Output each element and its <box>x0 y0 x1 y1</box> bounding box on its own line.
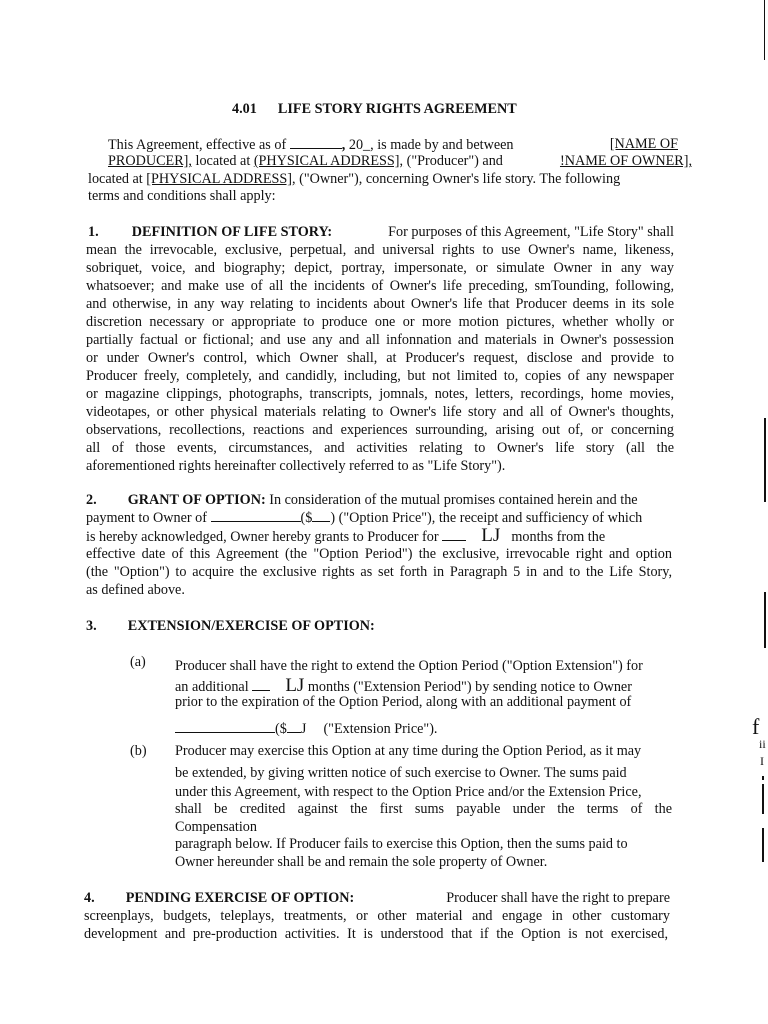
section-1-line: or magazine clippings, photographs, transcripts, jomnals, notes, letters, recordings, home movies, <box>86 386 674 402</box>
months-blank <box>442 528 466 541</box>
subsection-b-line: Producer may exercise this Option at any time during the Option Period, as it may <box>175 743 642 759</box>
section-2-first-line <box>86 492 674 509</box>
subsection-b-line: under this Agreement, with respect to the Option Price and/or the Extension Price, <box>175 784 642 800</box>
option-price-blank <box>211 509 301 522</box>
section-heading: DEFINITION OF LIFE STORY: <box>131 224 333 240</box>
section-text: an additional <box>175 679 249 695</box>
intro-line-4: terms and conditions shall apply: <box>88 188 276 204</box>
section-number: 1. <box>88 224 99 240</box>
subsection-a-line: Producer shall have the right to extend the Option Period ("Option Extension") for <box>175 658 643 674</box>
section-1-line: Producer freely, completely, and candidly, including, but not limited to, copies of any newspaper <box>86 368 674 384</box>
intro-text: ("Producer") and <box>406 153 503 169</box>
margin-line <box>764 418 766 502</box>
section-text: J <box>300 721 307 737</box>
section-number: 4. <box>84 890 95 906</box>
subsection-a-line: prior to the expiration of the Option Period, along with an additional payment of <box>175 694 632 710</box>
section-1-line: aforementioned rights hereinafter collectively referred to as "Life Story"). <box>86 458 506 474</box>
intro-line-2 <box>108 153 692 170</box>
producer-address-placeholder: (PHYSICAL ADDRESS], <box>253 153 404 169</box>
subsection-b-label: (b) <box>130 743 147 759</box>
section-1-line: observations, recollections, reactions and experiences surrounding, arising out of, or concerning <box>86 422 674 438</box>
producer-name-placeholder: PRODUCER], <box>108 153 192 169</box>
intro-text: located at <box>195 153 251 169</box>
section-1-line: and otherwise, in any way relating to incidents about Owner's life that Producer deems in its sole <box>86 296 674 312</box>
margin-line <box>762 784 764 814</box>
margin-fragment: f <box>752 714 760 739</box>
section-1-first-line <box>88 224 674 241</box>
intro-line-3 <box>88 171 620 188</box>
title-number: 4.01 <box>232 101 257 117</box>
section-2-line: as defined above. <box>86 582 185 598</box>
margin-line <box>762 828 764 862</box>
document-title <box>232 101 517 118</box>
section-1-line: videotapes, or other physical materials relating to Owner's life story and all of Owner's thoughts, <box>86 404 674 420</box>
producer-name-placeholder: [NAME OF <box>609 136 678 152</box>
section-number: 2. <box>86 492 97 508</box>
section-1-line: mean the irrevocable, exclusive, perpetual, and universal rights to use Owner's name, likeness, <box>86 242 674 258</box>
intro-text: located at <box>88 171 143 187</box>
section-4-first-line <box>84 890 670 907</box>
intro-text: 20_, is made by and between <box>348 137 514 153</box>
section-text: ) ("Option Price"), the receipt and sufficiency of which <box>330 510 643 526</box>
section-1-line: whatsoever; and make use of all the incidents of Owner's life preceding, smTounding, following, <box>86 278 674 294</box>
margin-line <box>764 592 766 648</box>
section-1-line: all of those events, circumstances, and activities relating to Owner's life story (all the <box>86 440 674 456</box>
title-text: LIFE STORY RIGHTS AGREEMENT <box>277 101 517 117</box>
margin-line <box>762 776 764 780</box>
owner-name-placeholder: !NAME OF OWNER], <box>559 153 692 169</box>
subsection-b-line: Compensation <box>175 819 257 835</box>
section-1-line: sobriquet, voice, and biography; depict, portray, impersonate, or simulate Owner in any way <box>86 260 674 276</box>
section-4-line: development and pre-production activities. It is understood that if the Option is not exercised, <box>84 926 668 942</box>
section-text: ($ <box>300 510 313 526</box>
section-text: ($ <box>275 721 287 737</box>
subsection-a-line <box>175 720 437 738</box>
comma: , <box>341 137 346 153</box>
margin-fragment: I <box>760 754 764 768</box>
section-text: months ("Extension Period") by sending notice to Owner <box>307 679 632 695</box>
section-2-line: effective date of this Agreement (the "Option Period") the exclusive, irrevocable right and option <box>86 546 672 562</box>
section-2-line <box>86 509 674 527</box>
margin-fragment: ii <box>759 737 766 751</box>
section-1-line: discretion necessary or appropriate to produce one or more motion pictures, whether wholly or <box>86 314 674 330</box>
date-blank <box>290 136 342 149</box>
section-number: 3. <box>86 618 97 634</box>
option-price-amount-blank <box>312 509 330 522</box>
subsection-a-label: (a) <box>130 654 146 670</box>
subsection-b-line: Owner hereunder shall be and remain the sole property of Owner. <box>175 854 548 870</box>
section-text: months from the <box>511 529 606 545</box>
extension-months-value: LJ <box>285 675 305 696</box>
section-heading: EXTENSION/EXERCISE OF OPTION: <box>127 618 375 634</box>
intro-text: This Agreement, effective as of <box>108 137 287 153</box>
section-1-line: or under Owner's control, which Owner shall, at Producer's request, disclose and provide to <box>86 350 674 366</box>
subsection-b-line: be extended, by giving written notice of such exercise to Owner. The sums paid <box>175 765 627 781</box>
intro-text: ("Owner"), concerning Owner's life story. The following <box>299 171 621 187</box>
subsection-b-line: shall be credited against the first sums payable under the terms of the <box>175 801 672 817</box>
section-text: payment to Owner of <box>86 510 207 526</box>
section-heading: GRANT OF OPTION: <box>127 492 266 508</box>
subsection-b-line: paragraph below. If Producer fails to exercise this Option, then the sums paid to <box>175 836 628 852</box>
section-text: Producer shall have the right to prepare <box>446 890 670 906</box>
margin-line <box>764 0 765 60</box>
section-text: For purposes of this Agreement, "Life Story" shall <box>388 224 674 240</box>
section-text: In consideration of the mutual promises contained herein and the <box>269 492 638 508</box>
section-1-line: partially factual or fictional; and use any and all infonnation and materials in Owner's possession <box>86 332 674 348</box>
extension-price-blank <box>175 720 275 733</box>
section-3-heading-line <box>86 618 375 635</box>
section-2-line <box>86 527 674 546</box>
extension-months-blank <box>252 678 270 691</box>
intro-line-1 <box>108 136 678 154</box>
section-4-line: screenplays, budgets, teleplays, treatments, or other material and engage in other customary <box>84 908 670 924</box>
section-text: ("Extension Price"). <box>323 721 438 737</box>
section-2-line: (the "Option") to acquire the exclusive rights as set forth in Paragraph 5 in and to the Life Story, <box>86 564 672 580</box>
extension-price-amount-blank <box>287 720 301 733</box>
months-value: LJ <box>481 525 501 546</box>
section-text: is hereby acknowledged, Owner hereby grants to Producer for <box>86 529 439 545</box>
section-heading: PENDING EXERCISE OF OPTION: <box>125 890 355 906</box>
owner-address-placeholder: [PHYSICAL ADDRESS], <box>146 171 296 187</box>
